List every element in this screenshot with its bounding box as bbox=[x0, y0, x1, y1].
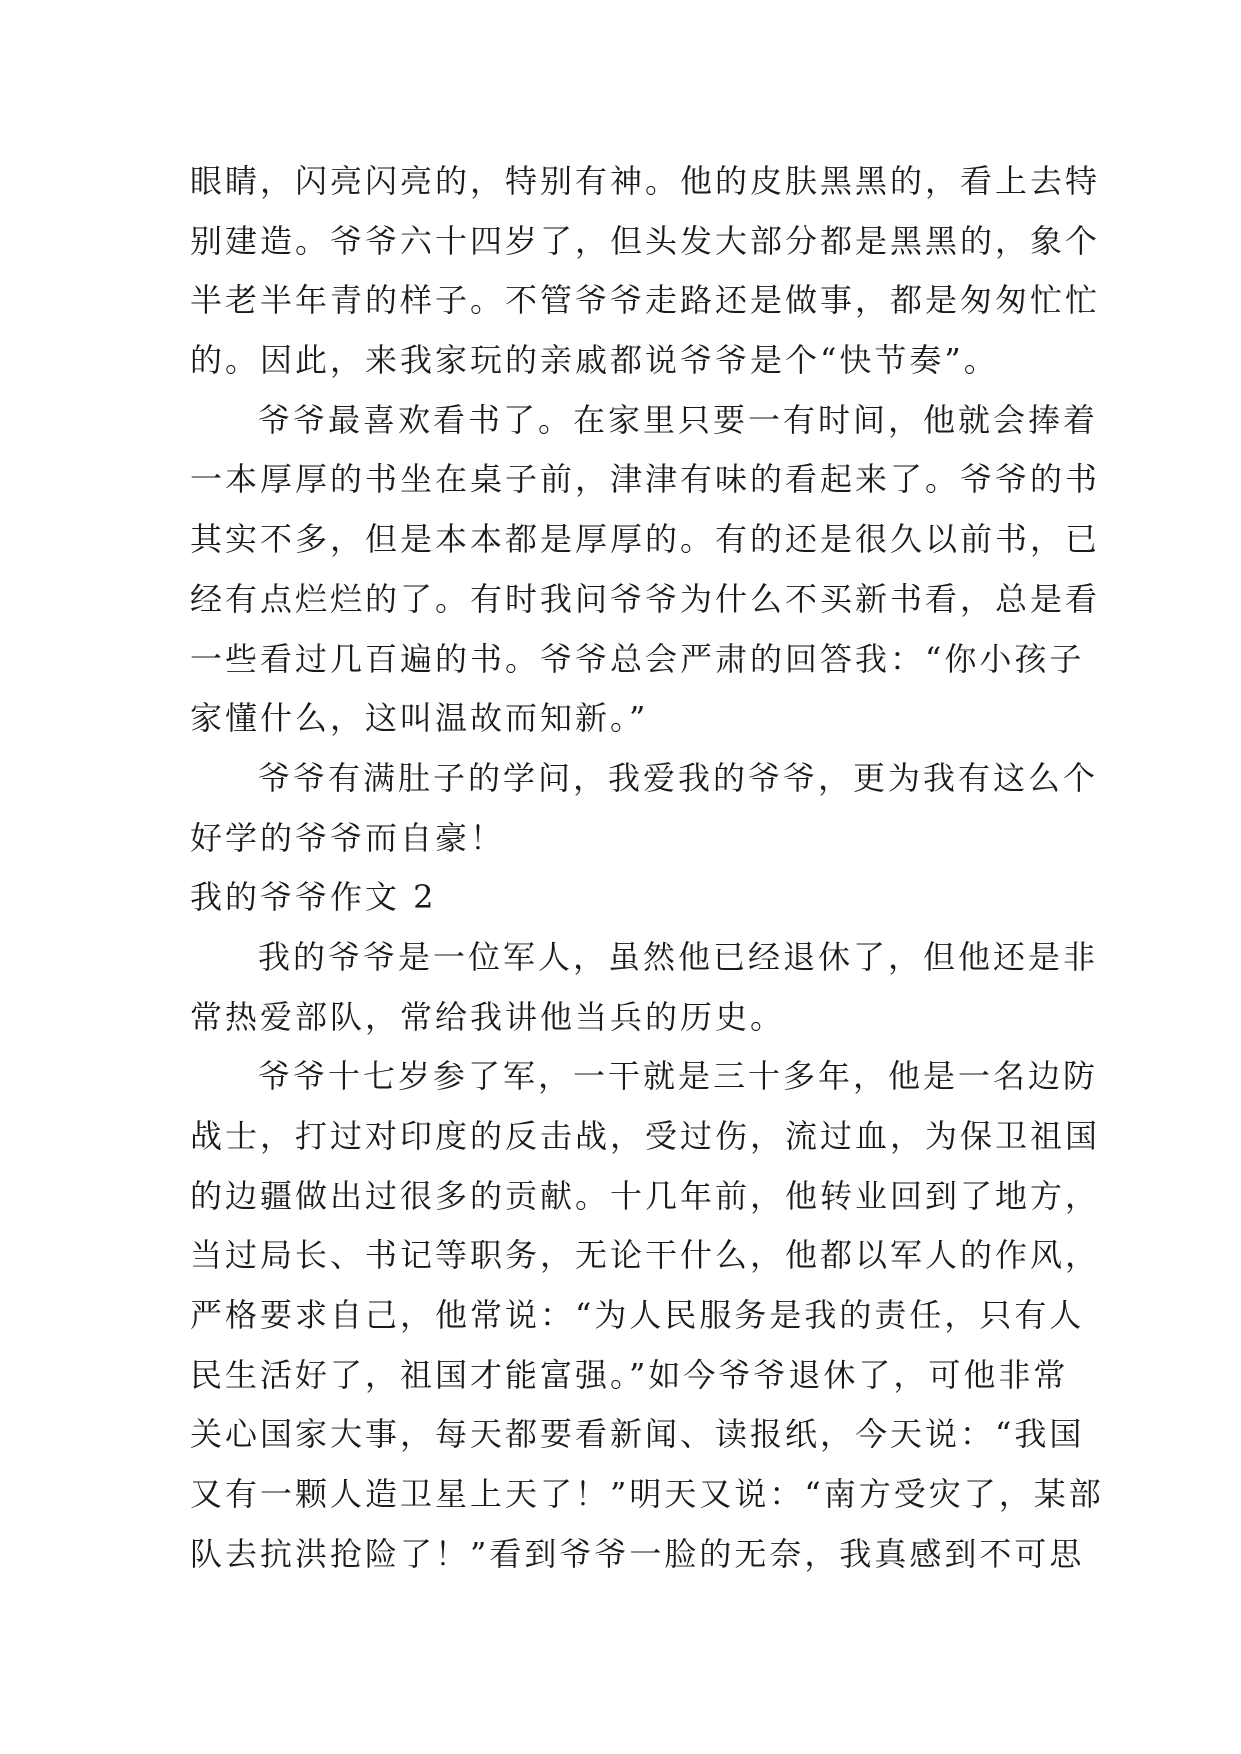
paragraph-first-line: 爷爷十七岁参了军，一干就是三十多年，他是一名边防 bbox=[258, 1057, 1099, 1096]
text-line: 队去抗洪抢险了！”看到爷爷一脸的无奈，我真感到不可思 bbox=[190, 1534, 1085, 1573]
text-line: 关心国家大事，每天都要看新闻、读报纸，今天说：“我国 bbox=[190, 1415, 1085, 1454]
paragraph-first-line: 我的爷爷是一位军人，虽然他已经退休了，但他还是非 bbox=[258, 937, 1099, 976]
essay-text bbox=[190, 152, 1104, 1585]
text-line: 别建造。爷爷六十四岁了，但头发大部分都是黑黑的，象个 bbox=[190, 221, 1101, 260]
text-line: 经有点烂烂的了。有时我问爷爷为什么不买新书看，总是看 bbox=[190, 579, 1101, 618]
text-line: 战士，打过对印度的反击战，受过伤，流过血，为保卫祖国 bbox=[190, 1117, 1101, 1155]
text-line: 一本厚厚的书坐在桌子前，津津有味的看起来了。爷爷的书 bbox=[190, 460, 1101, 499]
text-line: 家懂什么，这叫温故而知新。” bbox=[190, 699, 649, 738]
text-line: 又有一颗人造卫星上天了！”明天又说：“南方受灾了，某部 bbox=[190, 1475, 1104, 1514]
paragraph-first-line: 爷爷最喜欢看书了。在家里只要一有时间，他就会捧着 bbox=[258, 400, 1099, 439]
section-heading: 我的爷爷作文 2 bbox=[190, 878, 437, 917]
paragraph-first-line: 爷爷有满肚子的学问，我爱我的爷爷，更为我有这么个 bbox=[258, 758, 1099, 797]
text-line: 眼睛，闪亮闪亮的，特别有神。他的皮肤黑黑的，看上去特 bbox=[190, 162, 1101, 200]
text-line: 其实不多，但是本本都是厚厚的。有的还是很久以前书，已 bbox=[190, 520, 1101, 559]
text-line: 当过局长、书记等职务，无论干什么，他都以军人的作风， bbox=[190, 1236, 1101, 1275]
text-line: 好学的爷爷而自豪！ bbox=[190, 818, 506, 857]
text-line: 严格要求自己，他常说：“为人民服务是我的责任，只有人 bbox=[190, 1296, 1085, 1335]
text-line: 一些看过几百遍的书。爷爷总会严肃的回答我：“你小孩子 bbox=[190, 639, 1085, 678]
text-line: 的边疆做出过很多的贡献。十几年前，他转业回到了地方， bbox=[190, 1176, 1101, 1215]
text-line: 的。因此，来我家玩的亲戚都说爷爷是个“快节奏”。 bbox=[190, 341, 999, 380]
text-line: 常热爱部队，常给我讲他当兵的历史。 bbox=[190, 997, 786, 1036]
text-line: 半老半年青的样子。不管爷爷走路还是做事，都是匆匆忙忙 bbox=[190, 281, 1101, 320]
text-line: 民生活好了，祖国才能富强。”如今爷爷退休了，可他非常 bbox=[190, 1355, 1069, 1394]
